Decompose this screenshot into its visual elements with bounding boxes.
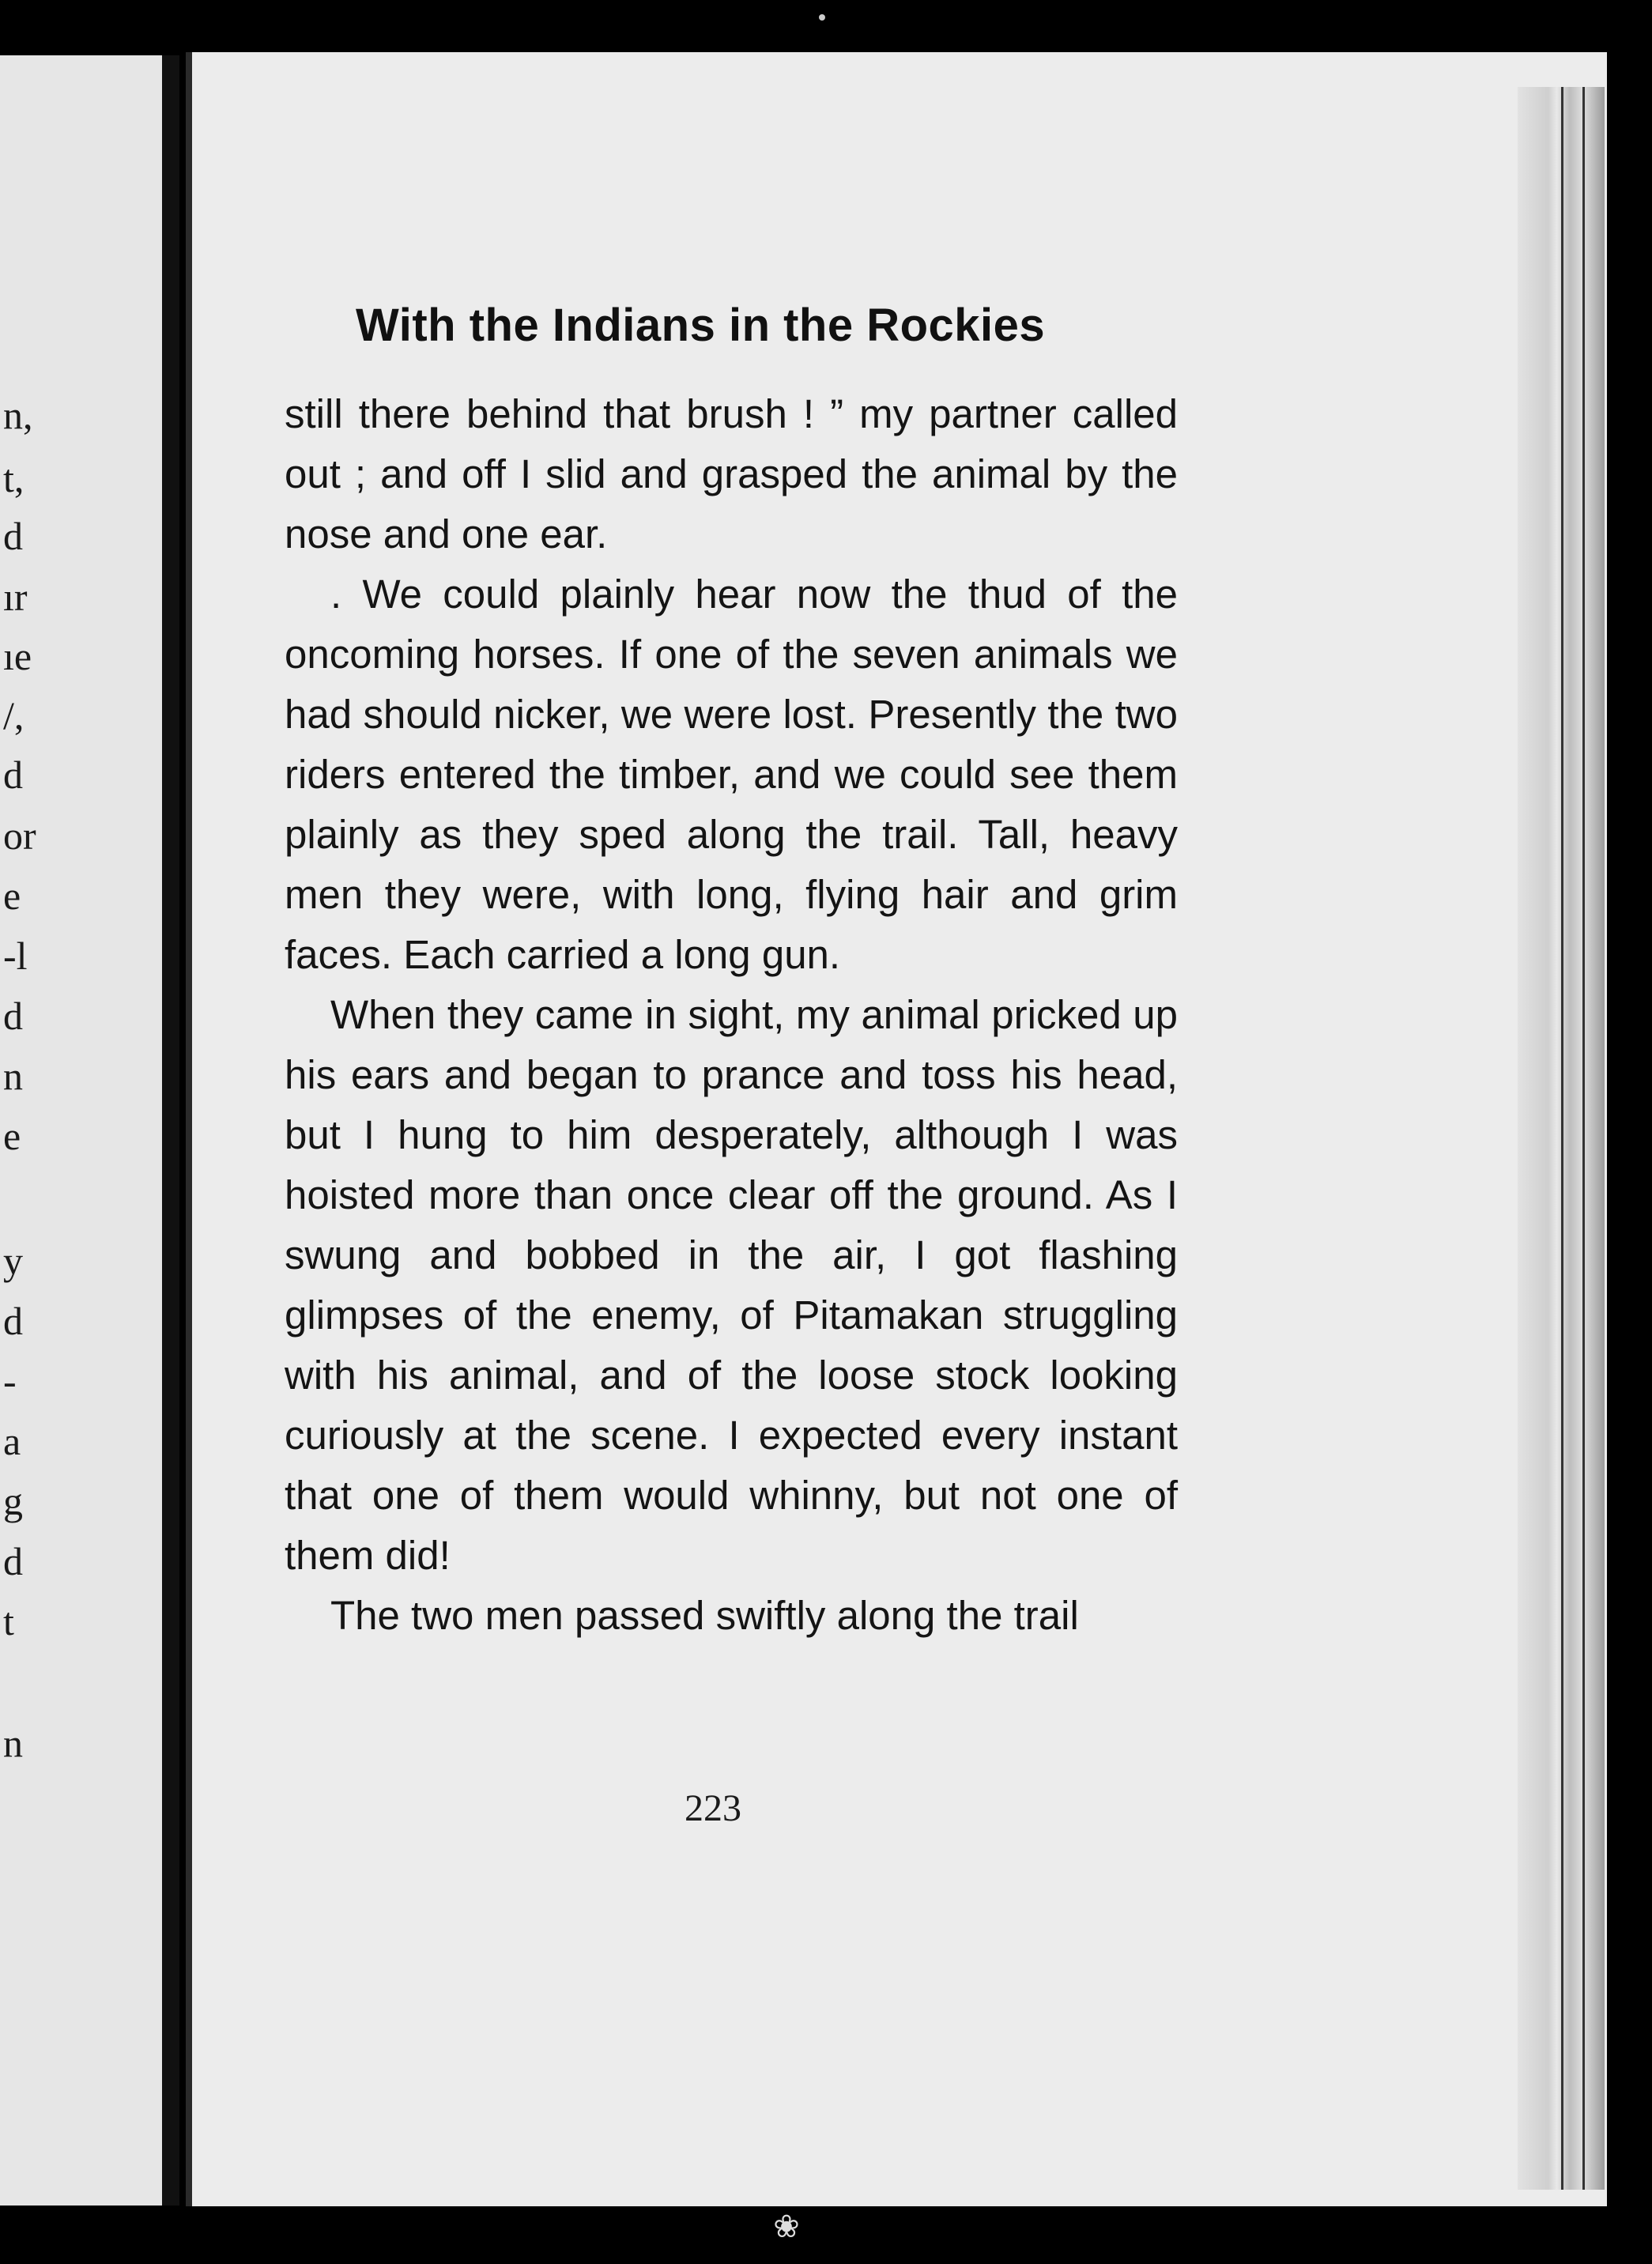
page-number: 223 bbox=[685, 1787, 741, 1829]
left-page-fragment: n, bbox=[3, 393, 33, 437]
left-page-edge bbox=[0, 55, 179, 2206]
left-page-fragment: d bbox=[3, 994, 23, 1038]
left-page-fragment: t bbox=[3, 1599, 14, 1643]
left-page-fragment: a bbox=[3, 1419, 21, 1463]
left-page-fragment: n bbox=[3, 1721, 23, 1765]
paragraph: When they came in sight, my animal pricked up his ears and began to prance and toss his head, but I hung to him desperately, although I was hoisted more than once clear off the ground. As I swung and bobbed in the air, I got flashing glimpses of the enemy, of Pitamakan struggling with his animal, and of the loose stock looking curiously at the scene. I expected every instant that one of them would whinny, but not one of them did! bbox=[285, 992, 1178, 1578]
paragraph: The two men passed swiftly along the trail bbox=[330, 1593, 1079, 1638]
left-page-fragment: g bbox=[3, 1479, 23, 1523]
left-page-fragment: e bbox=[3, 1114, 21, 1158]
left-page-fragment: e bbox=[3, 874, 21, 918]
left-page-fragment: d bbox=[3, 1539, 23, 1583]
scanner-artifact-icon: ❀ bbox=[773, 2209, 800, 2245]
paragraph: . We could plainly hear now the thud of the oncoming horses. If one of the seven animals we had should nicker, we were lost. Presently the two riders entered the timber, and we could see them plainly as they sped along the trail. Tall, heavy men they were, with long, flying hair and grim faces. Each carried a long gun. bbox=[285, 572, 1178, 977]
page-edge-line bbox=[1561, 87, 1563, 2190]
left-page-fragment: d bbox=[3, 1299, 23, 1343]
left-page-fragment: t, bbox=[3, 456, 25, 500]
left-page-fragment: y bbox=[3, 1239, 23, 1283]
left-page-fragment: d bbox=[3, 514, 23, 558]
body-text bbox=[285, 384, 1178, 1646]
dust-speck bbox=[819, 14, 825, 21]
left-page-fragment: /, bbox=[3, 693, 25, 738]
left-page-fragment: or bbox=[3, 813, 36, 858]
left-page-fragment: ıe bbox=[3, 634, 32, 678]
page-edge-line bbox=[1582, 87, 1585, 2190]
left-page-fragment: ır bbox=[3, 575, 28, 619]
left-page-fragment: -l bbox=[3, 934, 28, 978]
left-page-fragment: n bbox=[3, 1054, 23, 1098]
paragraph: still there behind that brush ! ” my partner called out ; and off I slid and grasped the animal by the nose and one ear. bbox=[285, 391, 1178, 557]
running-head: With the Indians in the Rockies bbox=[356, 300, 1046, 351]
left-page-fragment: d bbox=[3, 753, 23, 797]
left-page-fragment: - bbox=[3, 1359, 17, 1403]
